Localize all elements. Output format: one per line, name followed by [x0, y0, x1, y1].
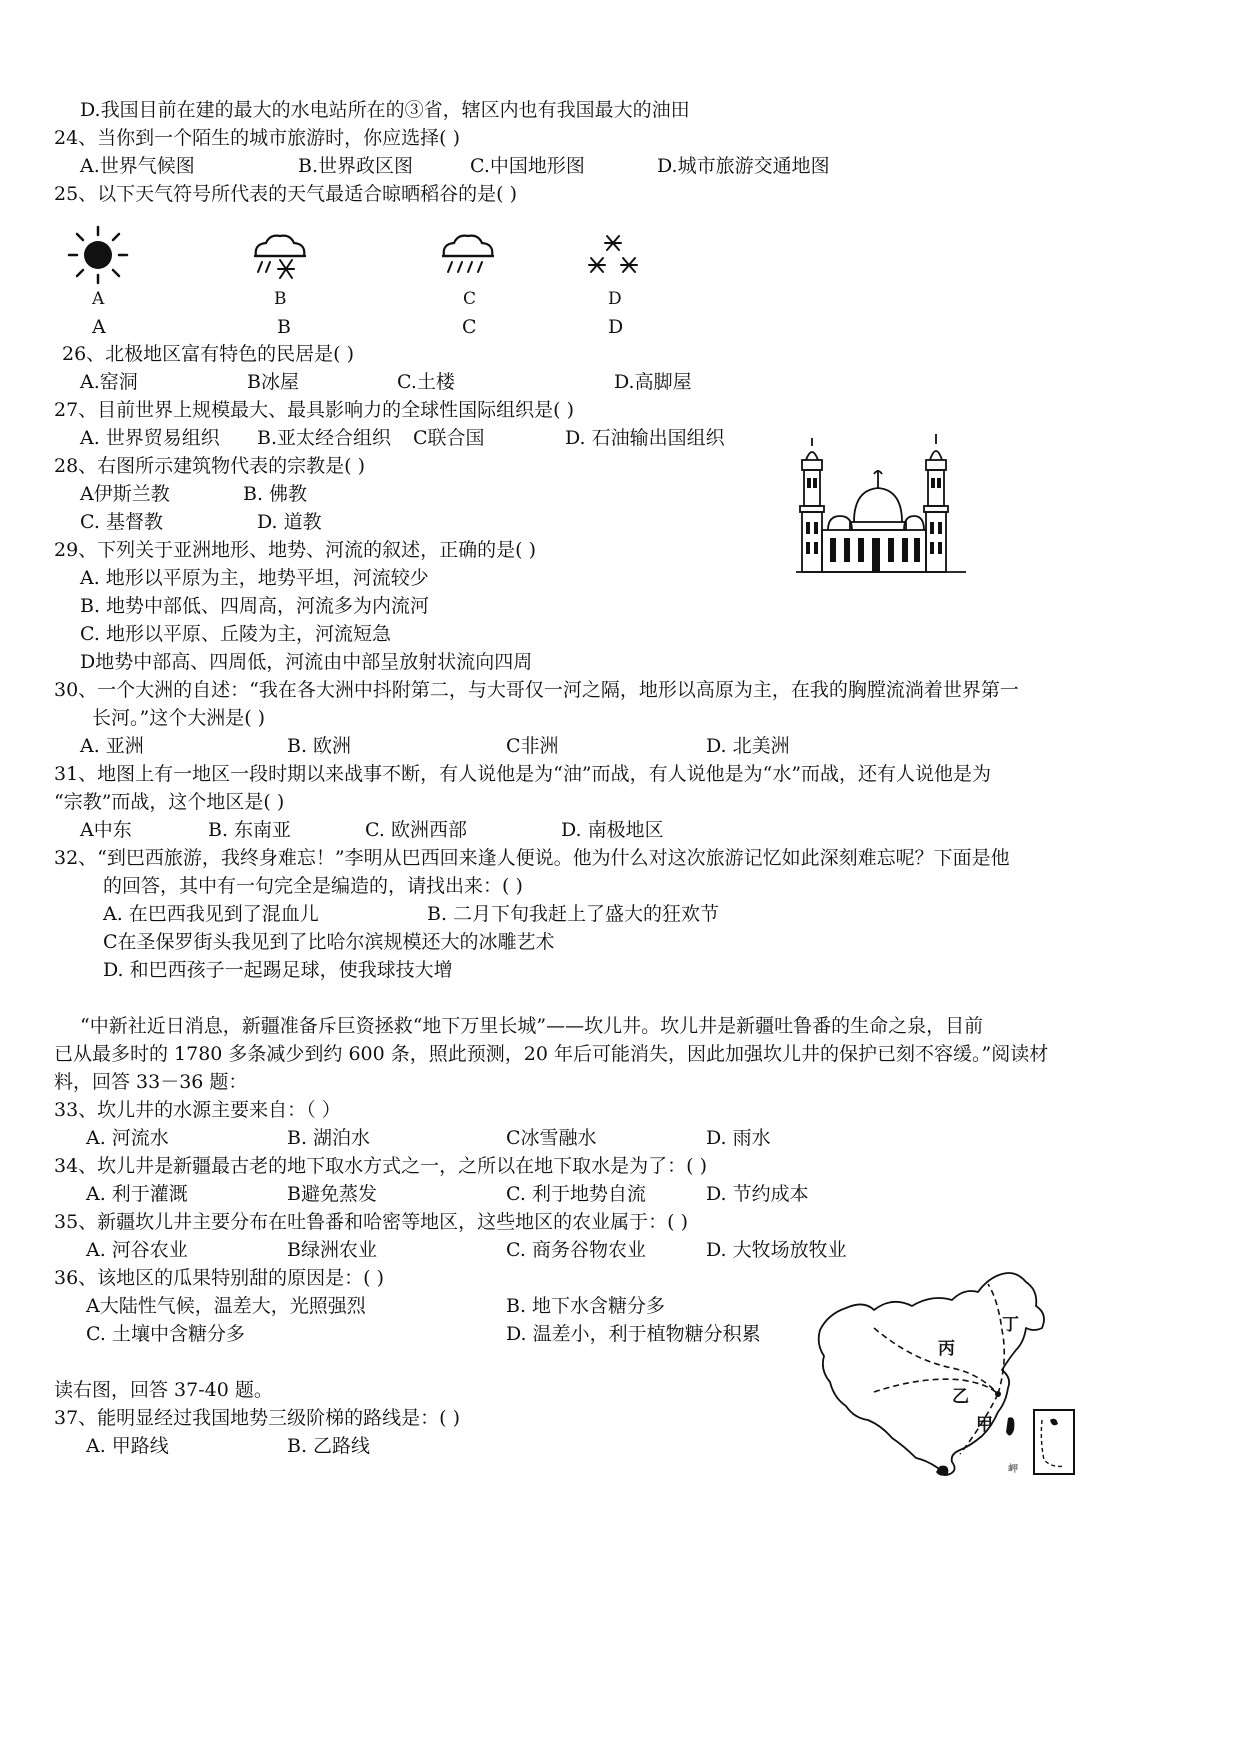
q37-option-b[interactable]: B. 乙路线	[287, 1435, 371, 1457]
q36-option-c[interactable]: C. 土壤中含糖分多	[86, 1323, 245, 1345]
q35-option-d[interactable]: D. 大牧场放牧业	[706, 1239, 847, 1261]
q27-stem: 27、目前世界上规模最大、最具影响力的全球性国际组织是( )	[54, 399, 575, 421]
q27-option-a[interactable]: A. 世界贸易组织	[80, 427, 220, 449]
route-ding	[988, 1284, 1004, 1394]
snow-icon	[585, 232, 641, 282]
svg-text:岬: 岬	[1008, 1464, 1018, 1475]
q32-option-b[interactable]: B. 二月下旬我赶上了盛大的狂欢节	[427, 903, 720, 925]
q29-option-c[interactable]: C. 地形以平原、丘陵为主，河流短急	[80, 623, 391, 645]
q24-option-b[interactable]: B.世界政区图	[298, 155, 414, 177]
passage-line1: “中新社近日消息，新疆准备斥巨资拯救“地下万里长城”——坎儿井。坎儿井是新疆吐鲁番的生命之泉，目前	[80, 1015, 984, 1037]
q28-option-a[interactable]: A伊斯兰教	[80, 483, 170, 505]
q30-option-d[interactable]: D. 北美洲	[706, 735, 790, 757]
map-label-ding: 丁	[1002, 1315, 1019, 1335]
map-label-jia: 甲	[976, 1415, 993, 1435]
q26-option-b[interactable]: B冰屋	[247, 371, 299, 393]
q25-option-d[interactable]: D	[608, 316, 624, 338]
q28-option-b[interactable]: B. 佛教	[243, 483, 308, 505]
q27-option-b[interactable]: B.亚太经合组织	[257, 427, 392, 449]
q27-option-d[interactable]: D. 石油输出国组织	[565, 427, 725, 449]
sunny-icon	[65, 225, 131, 285]
symbol-label-b: B	[274, 289, 287, 309]
sleet-icon	[248, 232, 312, 284]
q24-option-d[interactable]: D.城市旅游交通地图	[657, 155, 830, 177]
q37-stem: 37、能明显经过我国地势三级阶梯的路线是：( )	[54, 1407, 461, 1429]
q24-option-c[interactable]: C.中国地形图	[470, 155, 585, 177]
q32-option-d[interactable]: D. 和巴西孩子一起踢足球，使我球技大增	[103, 959, 453, 981]
q36-stem: 36、该地区的瓜果特别甜的原因是：( )	[54, 1267, 385, 1289]
q32-stem-line1: 32、“到巴西旅游，我终身难忘！”李明从巴西回来逢人便说。他为什么对这次旅游记忆如此深刻难忘呢？下面是他	[54, 847, 1010, 869]
q32-stem-line2: 的回答，其中有一句完全是编造的，请找出来：( )	[103, 875, 523, 897]
q34-option-a[interactable]: A. 利于灌溉	[86, 1183, 188, 1205]
q25-stem: 25、以下天气符号所代表的天气最适合晾晒稻谷的是( )	[54, 183, 518, 205]
q27-option-c[interactable]: C联合国	[413, 427, 485, 449]
q30-stem-line2: 长河。”这个大洲是( )	[92, 707, 266, 729]
china-map	[812, 1270, 1080, 1480]
q25-option-b[interactable]: B	[277, 316, 291, 338]
q31-stem-line1: 31、地图上有一地区一段时期以来战事不断，有人说他是为“油”而战，有人说他是为“水”而战，还有人说他是为	[54, 763, 992, 785]
q29-option-d[interactable]: D地势中部高、四周低，河流由中部呈放射状流向四周	[80, 651, 533, 673]
q33-stem: 33、坎儿井的水源主要来自：（ ）	[54, 1099, 341, 1121]
route-yi	[874, 1379, 998, 1394]
q31-option-a[interactable]: A中东	[80, 819, 132, 841]
q29-option-a[interactable]: A. 地形以平原为主，地势平坦，河流较少	[80, 567, 429, 589]
q24-option-a[interactable]: A.世界气候图	[80, 155, 195, 177]
q30-option-c[interactable]: C非洲	[506, 735, 559, 757]
q25-option-a[interactable]: A	[92, 316, 106, 338]
symbol-label-a: A	[92, 289, 105, 309]
q33-option-a[interactable]: A. 河流水	[86, 1127, 169, 1149]
q35-option-a[interactable]: A. 河谷农业	[86, 1239, 188, 1261]
symbol-label-c: C	[463, 289, 477, 309]
passage-line3: 料，回答 33－36 题：	[54, 1071, 248, 1093]
q36-option-b[interactable]: B. 地下水含糖分多	[506, 1295, 666, 1317]
q28-stem: 28、右图所示建筑物代表的宗教是( )	[54, 455, 366, 477]
q31-stem-line2: “宗教”而战，这个地区是( )	[54, 791, 285, 813]
q26-stem: 26、北极地区富有特色的民居是( )	[62, 343, 355, 365]
map-label-bing: 丙	[938, 1339, 955, 1359]
q31-option-c[interactable]: C. 欧洲西部	[365, 819, 467, 841]
map-label-yi: 乙	[952, 1387, 969, 1407]
q36-option-a[interactable]: A大陆性气候，温差大，光照强烈	[86, 1295, 366, 1317]
q23-option-d: D.我国目前在建的最大的水电站所在的③省，辖区内也有我国最大的油田	[80, 99, 690, 121]
china-outline	[819, 1273, 1044, 1475]
mosque-image	[792, 430, 970, 580]
route-bing	[874, 1328, 998, 1394]
q31-option-d[interactable]: D. 南极地区	[561, 819, 664, 841]
passage-line2: 已从最多时的 1780 多条减少到约 600 条，照此预测，20 年后可能消失，因此加强坎儿井的保护已刻不容缓。”阅读材	[54, 1043, 1049, 1065]
q34-option-c[interactable]: C. 利于地势自流	[506, 1183, 646, 1205]
q34-option-b[interactable]: B避免蒸发	[287, 1183, 377, 1205]
q26-option-d[interactable]: D.高脚屋	[614, 371, 692, 393]
q34-option-d[interactable]: D. 节约成本	[706, 1183, 809, 1205]
q35-stem: 35、新疆坎儿井主要分布在吐鲁番和哈密等地区，这些地区的农业属于：( )	[54, 1211, 689, 1233]
q32-option-a[interactable]: A. 在巴西我见到了混血儿	[103, 903, 319, 925]
q35-option-c[interactable]: C. 商务谷物农业	[506, 1239, 646, 1261]
q26-option-c[interactable]: C.土楼	[397, 371, 455, 393]
q24-stem: 24、当你到一个陌生的城市旅游时，你应选择( )	[54, 127, 461, 149]
rain-icon	[436, 232, 500, 280]
symbol-label-d: D	[608, 289, 622, 309]
q32-option-c[interactable]: C在圣保罗街头我见到了比哈尔滨规模还大的冰雕艺术	[103, 931, 555, 953]
q33-option-c[interactable]: C冰雪融水	[506, 1127, 597, 1149]
q35-option-b[interactable]: B绿洲农业	[287, 1239, 377, 1261]
q31-option-b[interactable]: B. 东南亚	[208, 819, 292, 841]
q25-option-c[interactable]: C	[462, 316, 477, 338]
q37-option-a[interactable]: A. 甲路线	[86, 1435, 169, 1457]
q29-option-b[interactable]: B. 地势中部低、四周高，河流多为内流河	[80, 595, 430, 617]
q36-option-d[interactable]: D. 温差小，利于植物糖分积累	[506, 1323, 761, 1345]
q28-option-c[interactable]: C. 基督教	[80, 511, 163, 533]
q30-option-a[interactable]: A. 亚洲	[80, 735, 144, 757]
q33-option-d[interactable]: D. 雨水	[706, 1127, 771, 1149]
q34-stem: 34、坎儿井是新疆最古老的地下取水方式之一，之所以在地下取水是为了：( )	[54, 1155, 708, 1177]
q30-option-b[interactable]: B. 欧洲	[287, 735, 352, 757]
q26-option-a[interactable]: A.窑洞	[80, 371, 138, 393]
q33-option-b[interactable]: B. 湖泊水	[287, 1127, 371, 1149]
q28-option-d[interactable]: D. 道教	[257, 511, 322, 533]
read-map-instruction: 读右图，回答 37-40 题。	[54, 1379, 273, 1401]
q30-stem-line1: 30、一个大洲的自述：“我在各大洲中抖附第二，与大哥仅一河之隔，地形以高原为主，在我的胸膛流淌着世界第一	[54, 679, 1019, 701]
q29-stem: 29、下列关于亚洲地形、地势、河流的叙述，正确的是( )	[54, 539, 537, 561]
